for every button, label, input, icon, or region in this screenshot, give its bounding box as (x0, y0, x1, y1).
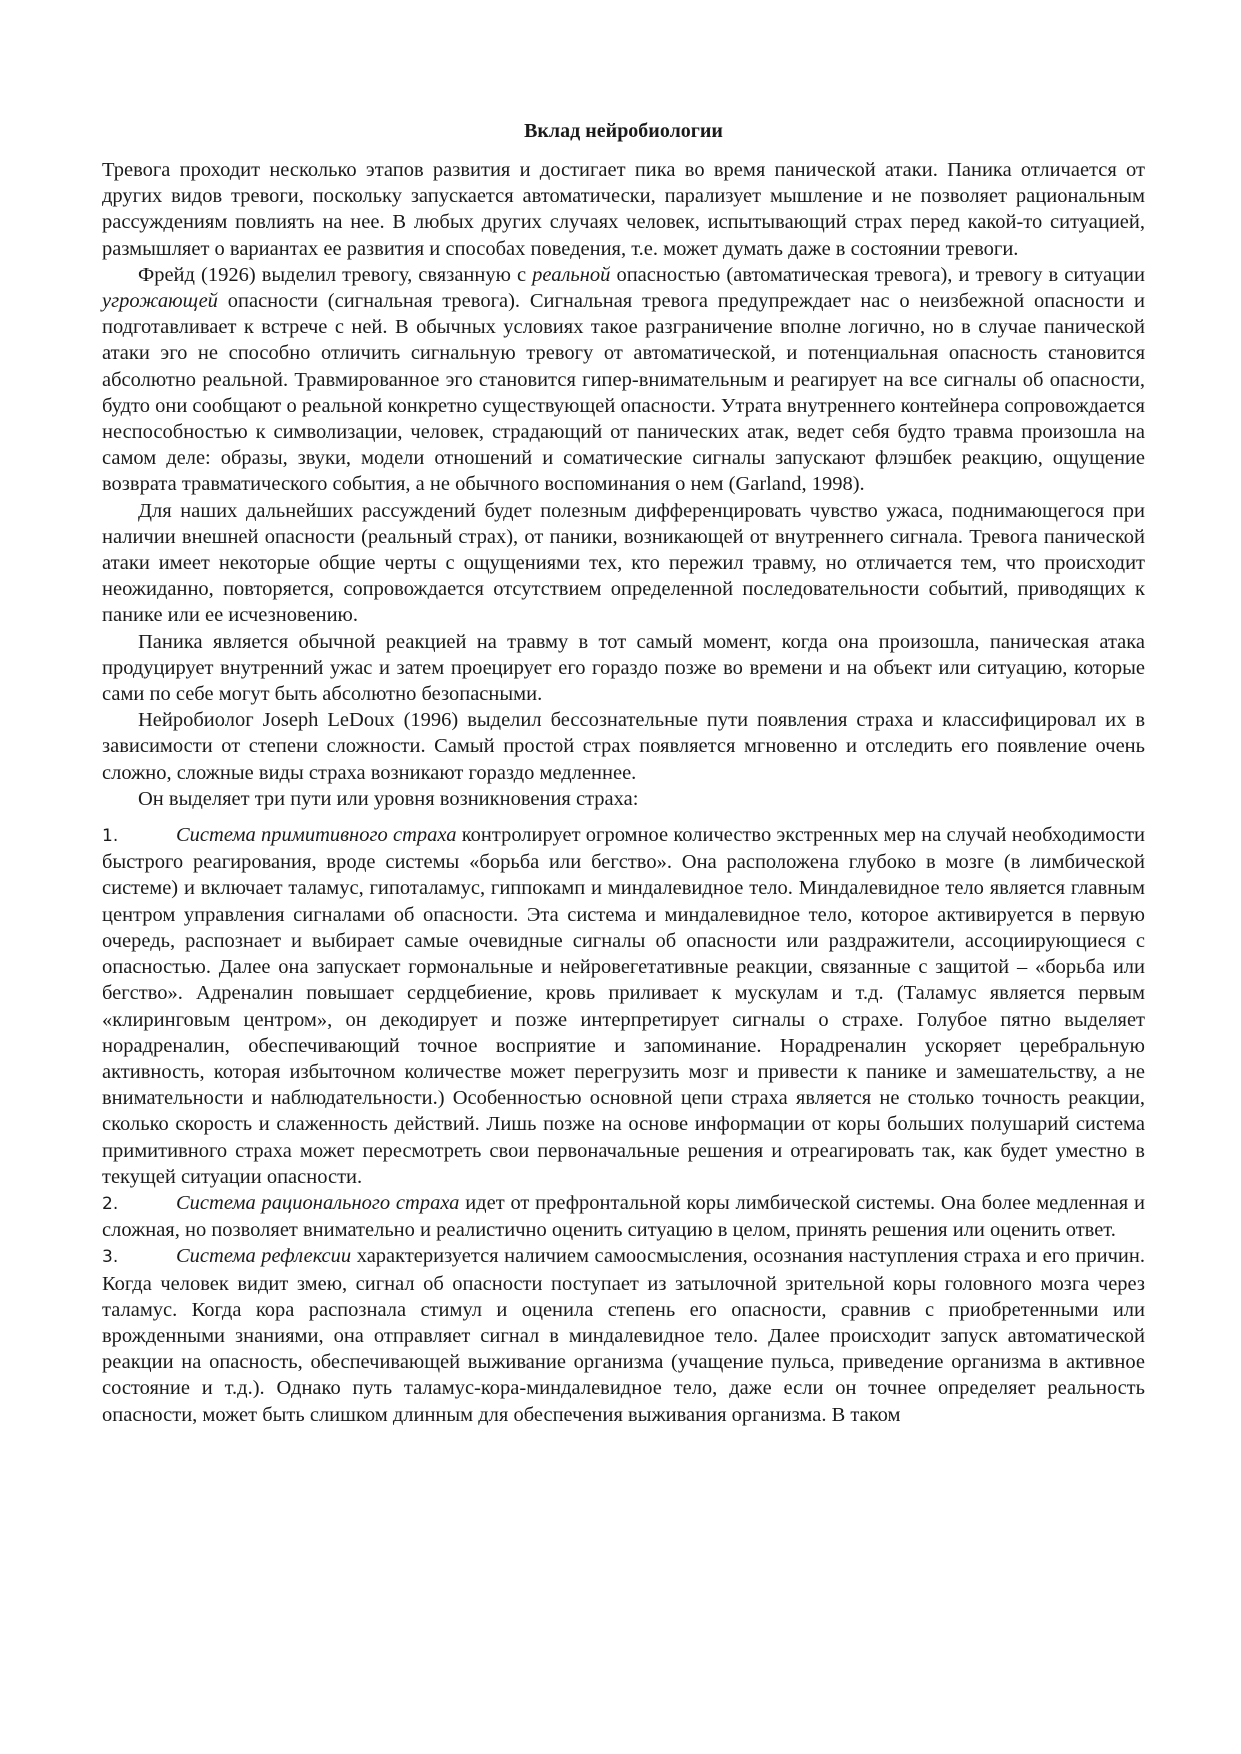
list-text: контролирует огромное количество экстренных мер на случай необходимости быстрого реагирования, вроде системы «борьба или бегство». Она расположена глубоко в мозге (в лимбической системе) и включает таламус, гипоталамус, гиппокамп и миндалевидное тело. Миндалевидное тело является главным центром управления сигналами об опасности. Эта система и миндалевидное тело, которое активируется в первую очередь, распознает и выбирает самые очевидные сигналы об опасности или раздражители, ассоциирующиеся с опасностью. Далее она запускает гормональные и нейровегетативные реакции, связанные с защитой – «борьба или бегство». Адреналин повышает сердцебиение, кровь приливает к мускулам и т.д. (Таламус является первым «клиринговым центром», он декодирует и позже интерпретирует сигналы о страхе. Голубое пятно выделяет норадреналин, обеспечивающий точное восприятие и запоминание. Норадреналин ускоряет церебральную активность, которая избыточном количестве может перегрузить мозг и привести к панике и замешательству, а не внимательности и наблюдательности.) Особенностью основной цепи страха является не столько точность реакции, сколько скорость и слаженность действий. Лишь позже на основе информации от коры больших полушарий система примитивного страха может пересмотреть свои первоначальные решения и отреагировать так, как будет уместно в текущей ситуации опасности. (102, 824, 1146, 1188)
paragraph-freud-part-e: опасности (сигнальная тревога). Сигнальная тревога предупреждает нас о неизбежной опасности и подготавливает к встрече с ней. В обычных условиях такое разграничение вполне логично, но в случае панической атаки эго не способно отличить сигнальную тревогу от автоматической, и потенциальная опасность становится абсолютно реальной. Травмированное эго становится гипер-внимательным и реагирует на все сигналы об опасности, будто они сообщают о реальной конкретно существующей опасности. Утрата внутреннего контейнера сопровождается неспособностью к символизации, человек, страдающий от панических атак, ведет себя будто травма произошла на самом деле: образы, звуки, модели отношений и соматические сигналы запускают флэшбек реакцию, ощущение возврата травматического события, а не обычного воспоминания о нем (Garland, 1998). (102, 290, 1145, 496)
list-term: Система рефлексии (176, 1245, 352, 1268)
list-text: идет от префронтальной коры лимбической системы. Она более медленная и сложная, но позволяет внимательно и реалистично оценить ситуацию в целом, принять решения или оценить ответ. (102, 1191, 1145, 1242)
list-item (102, 1190, 1145, 1243)
paragraph-panic: Паника является обычной реакцией на травму в тот самый момент, когда она произошла, паническая атака продуцирует внутренний ужас и затем проецирует его гораздо позже во времени и на объект или ситуацию, которые сами по себе могут быть абсолютно безопасными. (102, 630, 1145, 706)
list-item (102, 822, 1145, 1190)
paragraph-ledoux: Нейробиолог Joseph LeDoux (1996) выделил бессознательные пути появления страха и классифицировал их в зависимости от степени сложности. Самый простой страх появляется мгновенно и отследить его появление очень сложно, сложные виды страха возникают гораздо медленнее. (102, 709, 1145, 784)
list-term: Система рационального страха (176, 1191, 460, 1214)
list-number: 1. (102, 826, 119, 847)
paragraph-freud (102, 262, 1145, 498)
list-text: характеризуется наличием самоосмысления, осознания наступления страха и его причин. Когда человек видит змею, сигнал об опасности поступает из затылочной зрительной коры головного мозга через таламус. Когда кора распознала стимул и оценила степень его опасности, сравнив с приобретенными или врожденными знаниями, она отправляет сигнал в миндалевидное тело. Далее происходит запуск автоматической реакции на опасность, обеспечивающей выживание организма (учащение пульса, приведение организма в активное состояние и т.д.). Однако путь таламус-кора-миндалевидное тело, даже если он точнее определяет реальность опасности, может быть слишком длинным для обеспечения выживания организма. В таком (102, 1245, 1146, 1426)
fear-systems-list (102, 822, 1145, 1428)
list-term: Система примитивного страха (176, 824, 457, 847)
paragraph-freud-italic-threat: угрожающей (102, 290, 218, 313)
paragraph-intro: Тревога проходит несколько этапов развития и достигает пика во время панической атаки. Паника отличается от других видов тревоги, поскольку запускается автоматически, парализует мышление и не позволяет рациональным рассуждениям повлиять на нее. В любых других случаях человек, испытывающий страх перед какой-то ситуацией, размышляет о вариантах ее развития и способах поведения, т.е. может думать даже в состоянии тревоги. (102, 159, 1145, 260)
paragraph-freud-part-c: опасностью (автоматическая тревога), и тревогу в ситуации (610, 263, 1145, 286)
paragraph-freud-part-a: Фрейд (1926) выделил тревогу, связанную с (138, 263, 533, 286)
list-item (102, 1243, 1145, 1427)
page-title: Вклад нейробиологии (524, 120, 723, 142)
paragraph-freud-italic-real: реальной (532, 263, 611, 286)
paragraph-three-paths: Он выделяет три пути или уровня возникновения страха: (138, 787, 639, 810)
paragraph-horror: Для наших дальнейших рассуждений будет полезным дифференцировать чувство ужаса, поднимающегося при наличии внешней опасности (реальный страх), от паники, возникающей от внутреннего сигнала. Тревога панической атаки имеет некоторые общие черты с ощущениями тех, кто пережил травму, но отличается тем, что происходит неожиданно, повторяется, сопровождается отсутствием определенной последовательности событий, приводящих к панике или ее исчезновению. (102, 499, 1145, 627)
list-number: 3. (102, 1247, 119, 1268)
list-number: 2. (102, 1193, 119, 1214)
